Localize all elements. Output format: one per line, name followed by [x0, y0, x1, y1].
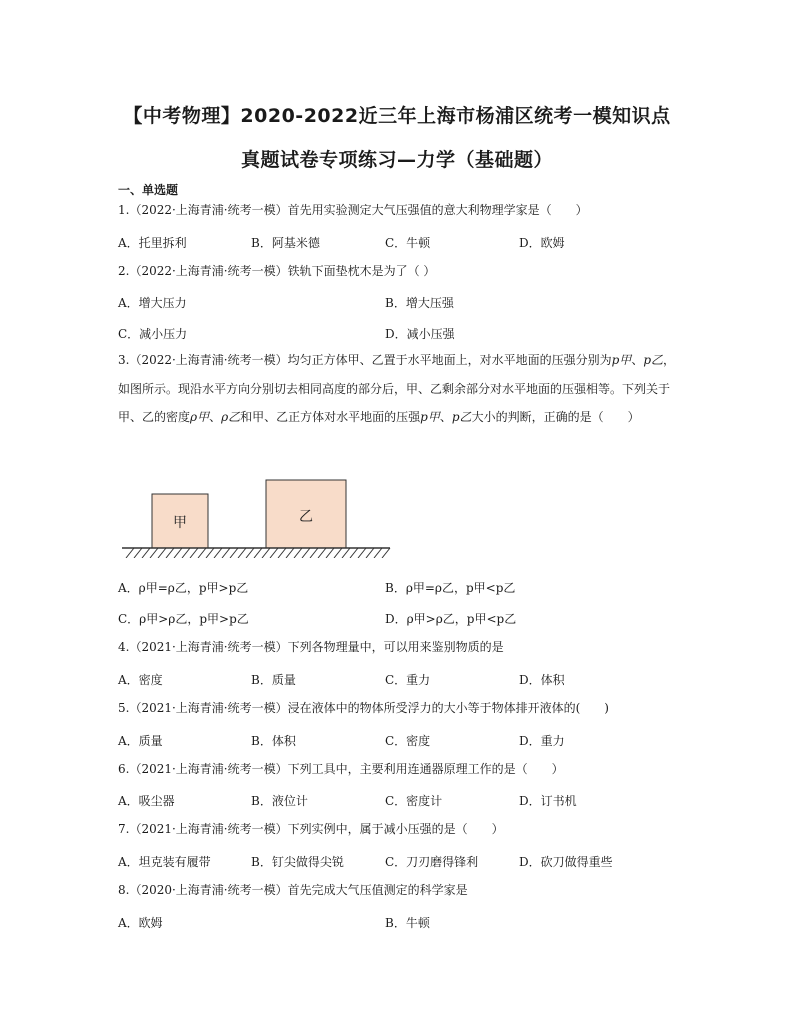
q3-stem-part-c: ，如图所示。现沿水平方向分别切去相同高度的部分后，甲、乙剩余部分对水平地面的压强相等。下列关于甲、乙的密度 [118, 353, 676, 425]
q7-option-d: D．砍刀做得重些 [519, 855, 613, 869]
question-4-stem: 4.（2021·上海青浦·统考一模）下列各物理量中，可以用来鉴别物质的是 [118, 640, 504, 654]
q3-figure-cubes [118, 476, 398, 558]
question-7-stem: 7.（2021·上海青浦·统考一模）下列实例中，属于减小压强的是（ ） [118, 822, 504, 836]
q3-density-jia: ρ甲 [190, 410, 210, 425]
q7-option-c: C．刀刃磨得锋利 [385, 855, 479, 869]
question-6-stem: 6.（2021·上海青浦·统考一模）下列工具中，主要利用连通器原理工作的是（ ） [118, 762, 564, 776]
q3-stem-part-a: 3.（2022·上海青浦·统考一模）均匀正方体甲、乙置于水平地面上，对水平地面的压强分别为 [118, 353, 612, 367]
question-5-stem: 5.（2021·上海青浦·统考一模）浸在液体中的物体所受浮力的大小等于物体排开液体的( ) [118, 701, 609, 715]
q3-pressure-jia: p甲 [611, 353, 632, 367]
q5-option-c: C．密度 [385, 734, 431, 748]
q3-pressure-yi: p乙 [643, 353, 664, 367]
section-heading: 一、单选题 [118, 183, 179, 197]
q3-stem-part-b: 、 [631, 353, 644, 367]
page-title-line-2: 真题试卷专项练习—力学（基础题） [240, 149, 553, 171]
q3-stem-part-g: 大小的判断，正确的是（ ） [471, 410, 640, 425]
q3-option-d: D．ρ甲>ρ乙，p甲<p乙 [385, 612, 517, 626]
page-title-line-1: 【中考物理】2020-2022近三年上海市杨浦区统考一模知识点 [123, 105, 671, 127]
q3-pressure-jia-2: p甲 [420, 410, 440, 425]
q3-stem-part-e: 和甲、乙正方体对水平地面的压强 [240, 410, 421, 425]
q7-option-a: A．坦克装有履带 [118, 855, 211, 869]
q4-option-b: B．质量 [251, 673, 296, 687]
q5-option-a: A．质量 [118, 734, 163, 748]
q8-option-a: A．欧姆 [118, 916, 163, 930]
q6-option-b: B．液位计 [251, 794, 308, 808]
cube-jia-label: 甲 [173, 515, 187, 531]
q2-option-d: D．减小压强 [385, 327, 455, 341]
question-2-stem: 2.（2022·上海青浦·统考一模）铁轨下面垫枕木是为了（ ） [118, 264, 436, 278]
ground-hatching [126, 548, 390, 558]
q3-option-b: B．ρ甲=ρ乙，p甲<p乙 [385, 581, 516, 595]
q3-pressure-yi-2: p乙 [451, 410, 472, 425]
q3-stem-part-f: 、 [439, 410, 452, 425]
q3-stem-part-d: 、 [209, 410, 222, 425]
q6-option-a: A．吸尘器 [118, 794, 175, 808]
q6-option-c: C．密度计 [385, 794, 443, 808]
cube-yi-label: 乙 [299, 509, 313, 525]
question-3-stem [118, 346, 684, 432]
q2-option-b: B．增大压强 [385, 296, 454, 310]
q4-option-c: C．重力 [385, 673, 431, 687]
q7-option-b: B．钉尖做得尖锐 [251, 855, 344, 869]
q4-option-d: D．体积 [519, 673, 565, 687]
q1-option-c: C．牛顿 [385, 236, 431, 250]
q3-option-a: A．ρ甲=ρ乙，p甲>p乙 [118, 581, 249, 595]
q4-option-a: A．密度 [118, 673, 163, 687]
q5-option-b: B．体积 [251, 734, 296, 748]
q3-density-yi: ρ乙 [221, 410, 241, 425]
question-8-stem: 8.（2020·上海青浦·统考一模）首先完成大气压值测定的科学家是 [118, 883, 468, 897]
q5-option-d: D．重力 [519, 734, 565, 748]
q1-option-b: B．阿基米德 [251, 236, 320, 250]
q8-option-b: B．牛顿 [385, 916, 430, 930]
q2-option-c: C．减小压力 [118, 327, 188, 341]
q1-option-a: A．托里拆利 [118, 236, 187, 250]
q2-option-a: A．增大压力 [118, 296, 187, 310]
q1-option-d: D．欧姆 [519, 236, 565, 250]
q6-option-d: D．订书机 [519, 794, 577, 808]
question-1-stem: 1.（2022·上海青浦·统考一模）首先用实验测定大气压强值的意大利物理学家是（ ） [118, 203, 588, 217]
q3-option-c: C．ρ甲>ρ乙，p甲>p乙 [118, 612, 249, 626]
